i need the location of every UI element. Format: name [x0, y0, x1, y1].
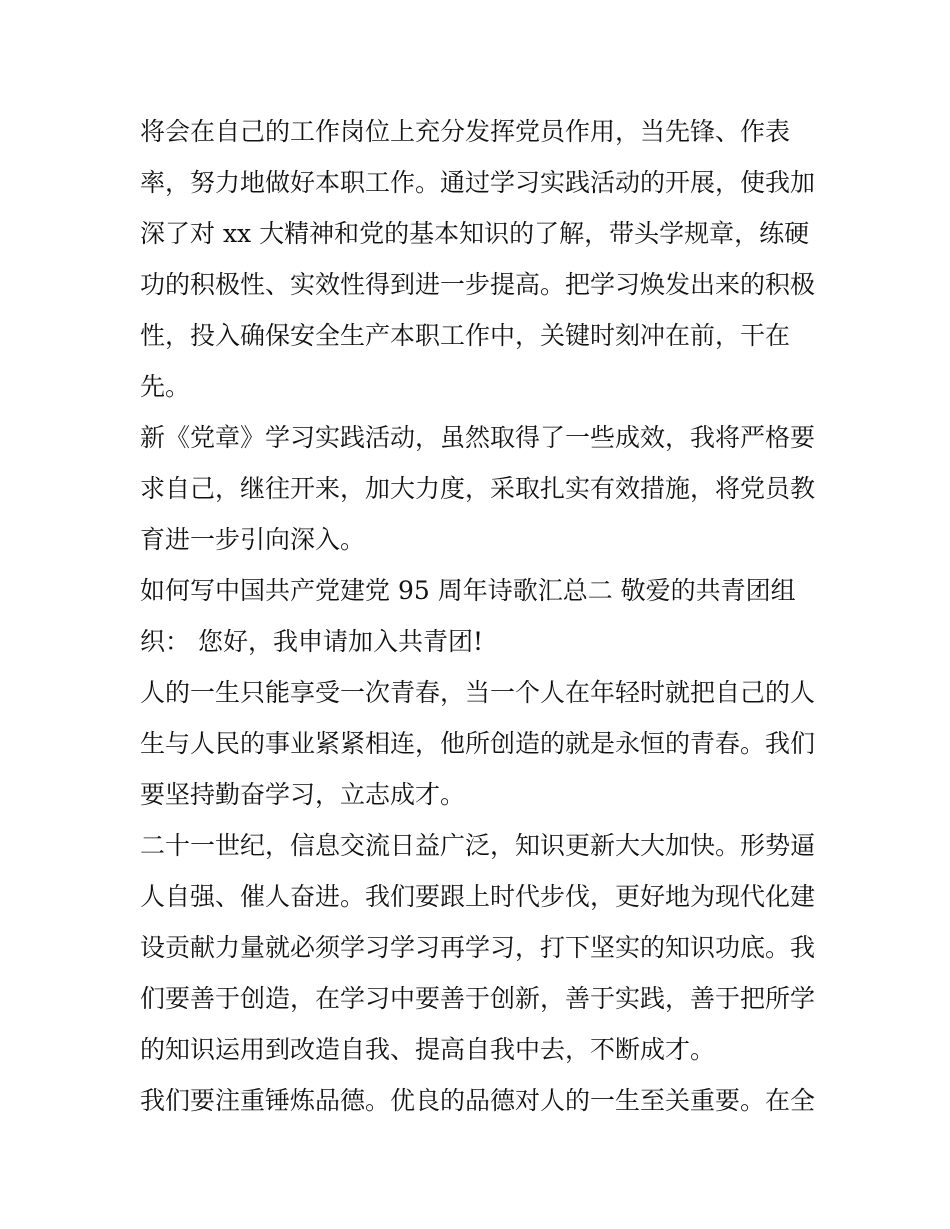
- document-body: [140, 106, 816, 1126]
- text-line: 生与人民的事业紧紧相连，他所创造的就是永恒的青春。我们: [140, 729, 816, 758]
- text-line: 如何写中国共产党建党 95 周年诗歌汇总二 敬爱的共青团组: [140, 576, 796, 605]
- text-line: 性，投入确保安全生产本职工作中，关键时刻冲在前，干在: [140, 321, 791, 350]
- text-line: 要坚持勤奋学习，立志成才。: [140, 780, 466, 809]
- text-line: 织： 您好，我申请加入共青团!: [140, 627, 483, 656]
- text-line: 人自强、催人奋进。我们要跟上时代步伐，更好地为现代化建: [140, 882, 816, 911]
- text-line: 设贡献力量就必须学习学习再学习，打下坚实的知识功底。我: [140, 933, 816, 962]
- text-line: 们要善于创造，在学习中要善于创新，善于实践，善于把所学: [140, 984, 816, 1013]
- text-line: 深了对 xx 大精神和党的基本知识的了解，带头学规章，练硬: [140, 219, 810, 248]
- text-line: 新《党章》学习实践活动，虽然取得了一些成效，我将严格要: [140, 423, 816, 452]
- text-line: 育进一步引向深入。: [140, 525, 366, 554]
- text-line: 我们要注重锤炼品德。优良的品德对人的一生至关重要。在全: [140, 1086, 816, 1115]
- text-line: 人的一生只能享受一次青春，当一个人在年轻时就把自己的人: [140, 678, 816, 707]
- text-line: 的知识运用到改造自我、提高自我中去，不断成才。: [140, 1035, 716, 1064]
- text-line: 二十一世纪，信息交流日益广泛，知识更新大大加快。形势逼: [140, 831, 816, 860]
- text-line: 率，努力地做好本职工作。通过学习实践活动的开展，使我加: [140, 168, 816, 197]
- text-line: 将会在自己的工作岗位上充分发挥党员作用，当先锋、作表: [140, 117, 791, 146]
- text-line: 求自己，继往开来，加大力度，采取扎实有效措施，将党员教: [140, 474, 816, 503]
- text-line: 先。: [140, 372, 191, 401]
- text-line: 功的积极性、实效性得到进一步提高。把学习焕发出来的积极: [140, 270, 816, 299]
